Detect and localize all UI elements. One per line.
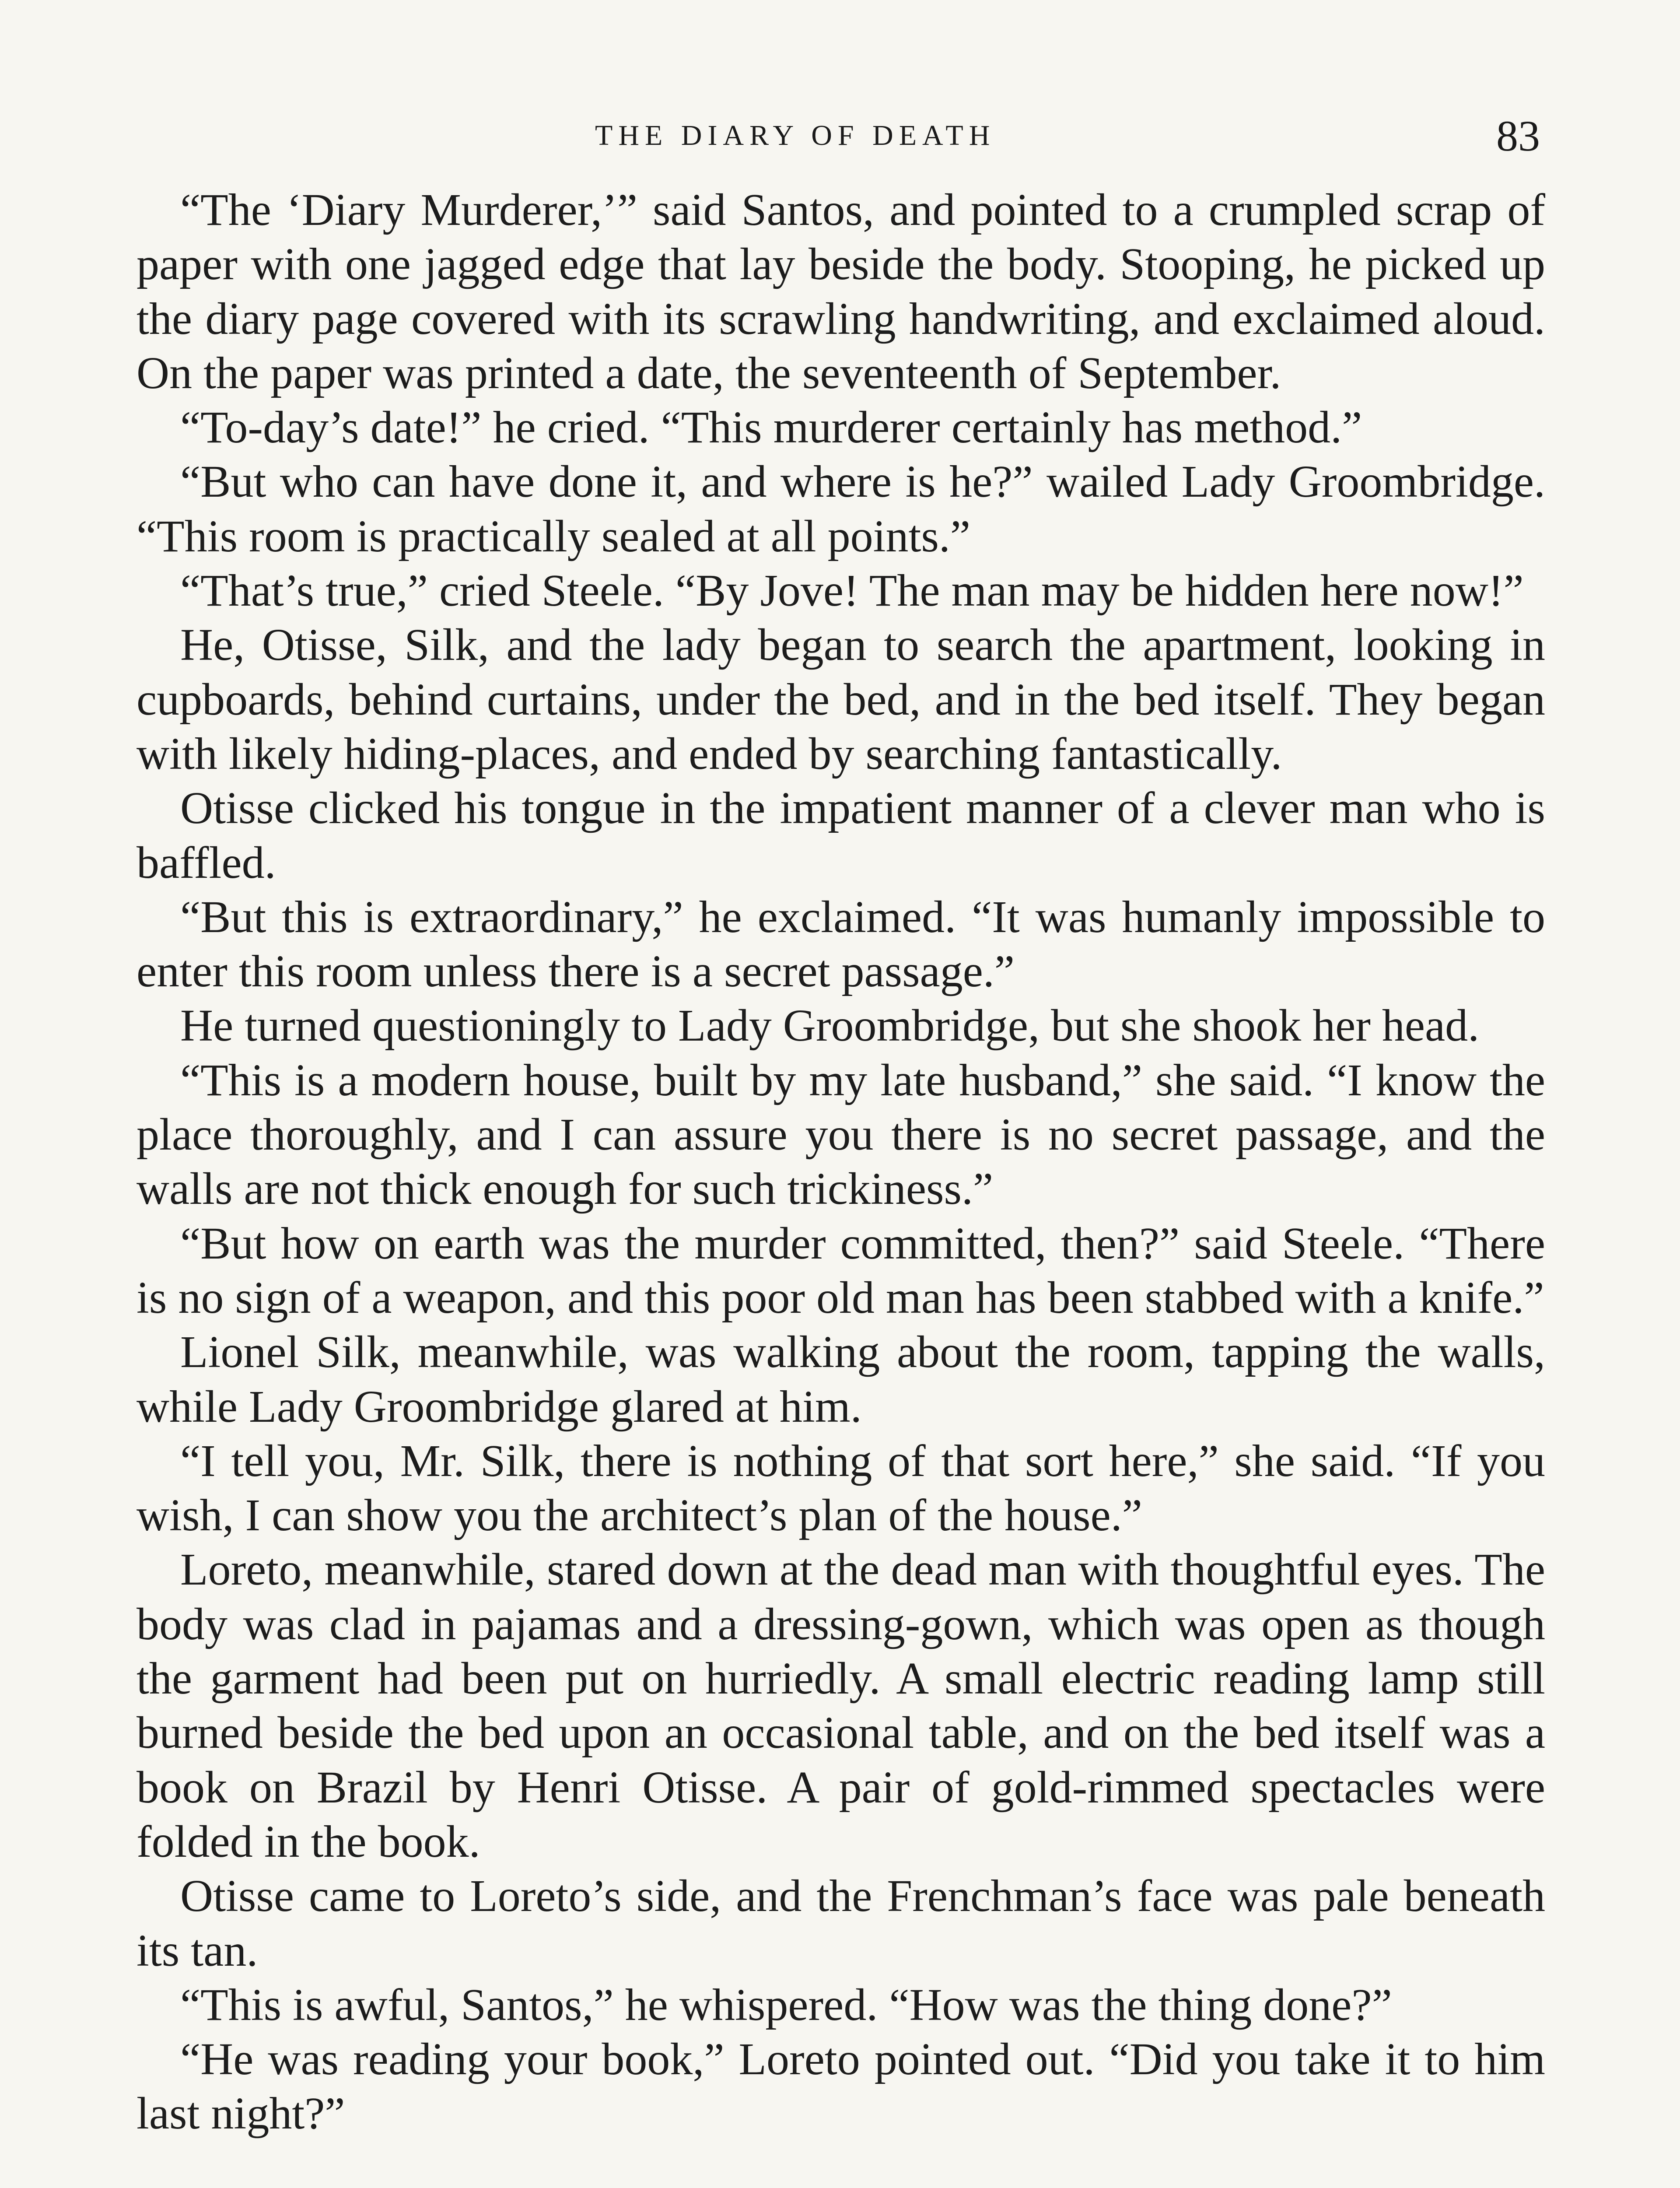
running-head bbox=[0, 112, 1680, 171]
paragraph: He, Otisse, Silk, and the lady began to search the apartment, looking in cupboards, behind curtains, under the bed, and in the bed itself. They began with likely hiding-places, and ended by searching fantastically. bbox=[136, 620, 1545, 779]
paragraph: “But this is extraordinary,” he exclaimed. “It was humanly impossible to enter this room unless there is a secret passage.” bbox=[136, 891, 1545, 997]
paragraph: Otisse came to Loreto’s side, and the Frenchman’s face was pale beneath its tan. bbox=[136, 1871, 1545, 1976]
paragraph: “He was reading your book,” Loreto pointed out. “Did you take it to him last night?” bbox=[136, 2034, 1545, 2139]
paragraph: “To-day’s date!” he cried. “This murderer certainly has method.” bbox=[180, 402, 1362, 453]
paragraph: “This is awful, Santos,” he whispered. “How was the thing done?” bbox=[180, 1979, 1392, 2030]
paragraph: “I tell you, Mr. Silk, there is nothing of that sort here,” she said. “If you wish, I can show you the architect’s plan of the house.” bbox=[136, 1435, 1545, 1541]
paragraph: Otisse clicked his tongue in the impatient manner of a clever man who is baffled. bbox=[136, 783, 1545, 888]
paragraph: “This is a modern house, built by my late husband,” she said. “I know the place thoroughly, and I can assure you there is no secret passage, and the walls are not thick enough for such trickiness.” bbox=[136, 1055, 1545, 1214]
paragraph: Loreto, meanwhile, stared down at the dead man with thoughtful eyes. The body was clad in pajamas and a dressing-gown, which was open as though the garment had been put on hurriedly. A small electric reading lamp still burned beside the bed upon an occasional table, and on the bed itself was a book on Brazil by Henri Otisse. A pair of gold-rimmed spectacles were folded in the book. bbox=[136, 1544, 1545, 1867]
paragraph: “But who can have done it, and where is he?” wailed Lady Groombridge. “This room is practically sealed at all points.” bbox=[136, 456, 1545, 561]
running-title: THE DIARY OF DEATH bbox=[595, 119, 996, 151]
paragraph: “The ‘Diary Murderer,’” said Santos, and pointed to a crumpled scrap of paper with one jagged edge that lay beside the body. Stooping, he picked up the diary page covered with its scrawling handwriting, and exclaimed aloud. On the paper was printed a date, the seventeenth of September. bbox=[136, 185, 1545, 398]
paragraph: “That’s true,” cried Steele. “By Jove! The man may be hidden here now!” bbox=[180, 565, 1524, 616]
paragraph: “But how on earth was the murder committed, then?” said Steele. “There is no sign of a weapon, and this poor old man has been stabbed with a knife.” bbox=[136, 1218, 1545, 1323]
paragraph: Lionel Silk, meanwhile, was walking about the room, tapping the walls, while Lady Groombridge glared at him. bbox=[136, 1327, 1545, 1432]
paragraph: He turned questioningly to Lady Groombridge, but she shook her head. bbox=[180, 1000, 1480, 1051]
page-number: 83 bbox=[1496, 112, 1540, 160]
body-text bbox=[136, 183, 1545, 2141]
